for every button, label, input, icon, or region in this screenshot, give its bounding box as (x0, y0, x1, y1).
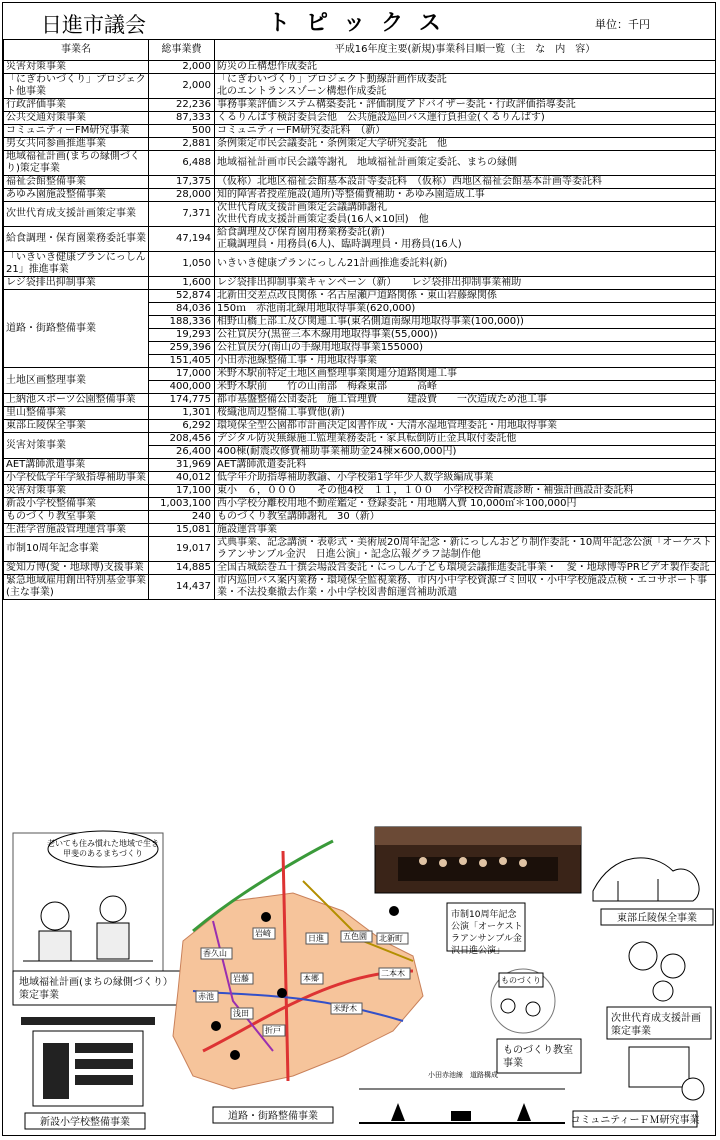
column-header-name: 事業名 (4, 40, 149, 61)
hill-caption-box (601, 909, 713, 925)
orchestra-caption-box (447, 903, 525, 956)
project-name: AET講師派遣事業 (4, 459, 149, 472)
project-content: 公社買戻分(黒笹三本木線用地取得事業(55,000)) (215, 329, 716, 342)
map-label: 二本木 (381, 969, 405, 978)
project-amount: 22,236 (149, 99, 215, 112)
project-amount: 500 (149, 125, 215, 138)
project-name: コミュニティーFM研究事業 (4, 125, 149, 138)
fm-illustration (629, 1047, 704, 1100)
table-row (4, 99, 716, 112)
project-content: 400棟(耐震改修費補助事業補助金24棟×600,000円) (215, 446, 716, 459)
table-row (4, 368, 716, 381)
project-name: 小学校低学年学級指導補助事業 (4, 472, 149, 485)
map-label: 日進 (308, 934, 324, 943)
project-content: 市内巡回バス案内業務・環境保全監視業務、市内小中学校資源ゴミ回収・小中学校施設点検・エコサポート事業・不法投棄撤去作業・小中学校図書館運営補助派遣 (215, 575, 716, 600)
project-amount: 7,371 (149, 202, 215, 227)
project-amount: 14,885 (149, 562, 215, 575)
project-name: 道路・街路整備事業 (4, 290, 149, 368)
project-amount: 151,405 (149, 355, 215, 368)
welfare-caption-box (13, 971, 189, 1005)
project-amount: 19,017 (149, 537, 215, 562)
table-row (4, 537, 716, 562)
table-row (4, 138, 716, 151)
project-content: 地域福祉計画市民会議等謝礼 地域福祉計画策定委託、まちの縁側 (215, 151, 716, 176)
project-content: 150ｍ 赤池南北線用地取得事業(620,000) (215, 303, 716, 316)
project-content: いきいき健康プランにっしん21計画推進委託料(新) (215, 252, 716, 277)
table-row (4, 189, 716, 202)
project-content: 事務事業評価システム構築委託・評価制度アドバイザー委託・行政評価指導委託 (215, 99, 716, 112)
orchestra-photo (375, 827, 581, 893)
project-name: 次世代育成支援計画策定事業 (4, 202, 149, 227)
welfare-illustration (13, 831, 163, 981)
map-label: 北新町 (379, 934, 403, 943)
table-row (4, 125, 716, 138)
project-content: 知的障害者授産施設(通所)等整備費補助・あゆみ園造成工事 (215, 189, 716, 202)
unit-label: 単位：千円 (595, 18, 650, 31)
project-amount: 52,874 (149, 290, 215, 303)
project-name: 「いきいき健康プランにっしん21」推進事業 (4, 252, 149, 277)
project-amount: 17,000 (149, 368, 215, 381)
council-name: 日進市議会 (41, 13, 146, 37)
school-caption-box (25, 1113, 145, 1129)
project-amount: 47,194 (149, 227, 215, 252)
map-label: 米野木 (333, 1004, 357, 1013)
project-name: 生涯学習施設管理運営事業 (4, 524, 149, 537)
table-row (4, 575, 716, 600)
project-amount: 87,333 (149, 112, 215, 125)
project-name: あゆみ園施設整備事業 (4, 189, 149, 202)
project-content: 次世代育成支援計画策定会議講師謝礼 次世代育成支援計画策定委員(16人×10回) 他 (215, 202, 716, 227)
project-amount: 31,969 (149, 459, 215, 472)
project-content: 防災の丘構想作成委託 (215, 61, 716, 74)
project-content: AET講師派遣委託料 (215, 459, 716, 472)
map-label: 浅田 (233, 1009, 249, 1018)
project-content: 小田赤池線整備工事・用地取得事業 (215, 355, 716, 368)
table-row (4, 511, 716, 524)
table-row (4, 112, 716, 125)
project-name: 土地区画整理事業 (4, 368, 149, 394)
project-content: 相野山橋上部工及び関連工事(東名側道南線用地取得事業(100,000)) (215, 316, 716, 329)
budget-table (3, 39, 716, 600)
table-header-row (4, 40, 716, 61)
project-content: ものづくり教室講師謝礼 30（新） (215, 511, 716, 524)
project-content: 北新田交差点改良関係・名古屋瀬戸道路関係・東山岩藤線関係 (215, 290, 716, 303)
table-row (4, 394, 716, 407)
project-amount: 17,375 (149, 176, 215, 189)
project-name: 男女共同参画推進事業 (4, 138, 149, 151)
map-label: 五色園 (343, 932, 367, 941)
project-amount: 14,437 (149, 575, 215, 600)
orchestra-caption: 市制10周年記念公演「オーケストラアンサンブル金沢日進公演」 (451, 910, 523, 956)
table-row (4, 176, 716, 189)
page-title: トピックス (268, 11, 457, 36)
project-name: 福祉会館整備事業 (4, 176, 149, 189)
road-section-diagram (359, 1070, 565, 1123)
project-amount: 208,456 (149, 433, 215, 446)
project-content: 式典事業、記念講演・表彰式・美術展20周年記念・新にっしんおどり制作委託・10周年記念公演「オーケストラアンサンブル金沢 日進公演」・記念広報グラフ誌制作他 (215, 537, 716, 562)
project-amount: 6,488 (149, 151, 215, 176)
project-name: 愛知万博(愛・地球博)支援事業 (4, 562, 149, 575)
project-name: 災害対策事業 (4, 485, 149, 498)
project-name: 新設小学校整備事業 (4, 498, 149, 511)
project-amount: 26,400 (149, 446, 215, 459)
project-amount: 6,292 (149, 420, 215, 433)
road-section-title: 小田赤池線 道路構成 (428, 1071, 498, 1079)
project-name: 公共交通対策事業 (4, 112, 149, 125)
map-label: 赤池 (198, 992, 214, 1001)
nextgen-caption: 次世代育成支援計画策定事業 (611, 1013, 701, 1037)
project-content: 米野木駅前特定土地区画整理事業関連分道路関連工事 (215, 368, 716, 381)
table-row (4, 407, 716, 420)
project-content: くるりんばす検討委員会他 公共施設巡回バス運行負担金(くるりんばす) (215, 112, 716, 125)
project-content: 東小 ６，０００ その他4校 １１，１００ 小学校校舎耐震診断・補強計画設計委託料 (215, 485, 716, 498)
project-amount: 84,036 (149, 303, 215, 316)
table-row (4, 433, 716, 446)
project-amount: 2,000 (149, 61, 215, 74)
project-content: 施設運営事業 (215, 524, 716, 537)
project-content: 条例策定市民会議委託・条例策定大学研究委託 他 (215, 138, 716, 151)
project-content: 西小学校分離校用地不動産鑑定・登録委託・用地購入費 10,000㎡＊100,000円 (215, 498, 716, 511)
project-amount: 240 (149, 511, 215, 524)
table-row (4, 252, 716, 277)
project-name: 里山整備事業 (4, 407, 149, 420)
project-name: 災害対策事業 (4, 433, 149, 459)
project-name: 緊急地域雇用創出特別基金事業(主な事業) (4, 575, 149, 600)
table-body (4, 61, 716, 600)
page-header (3, 3, 715, 39)
map-label: 香久山 (203, 949, 227, 958)
project-amount: 188,336 (149, 316, 215, 329)
table-row (4, 277, 716, 290)
table-row (4, 151, 716, 176)
school-caption: 新設小学校整備事業 (40, 1117, 130, 1128)
road-caption-box (213, 1107, 333, 1123)
project-amount: 19,293 (149, 329, 215, 342)
project-content: レジ袋排出抑制事業キャンペーン（新） レジ袋排出抑制事業補助 (215, 277, 716, 290)
project-name: 上納池スポーツ公園整備事業 (4, 394, 149, 407)
project-content: （仮称）北地区福祉会館基本設計等委託料 （仮称）西地区福祉会館基本計画等委託料 (215, 176, 716, 189)
project-name: 行政評価事業 (4, 99, 149, 112)
column-header-content: 平成16年度主要(新規)事業科目順一覧（主 な 内 容） (215, 40, 716, 61)
monozukuri-sign: ものづくり (501, 976, 541, 985)
table-row (4, 562, 716, 575)
project-content: 給食調理及び保育園用務業務委託(新) 正職調理員・用務員(6人)、臨時調理員・用務員(16人) (215, 227, 716, 252)
project-amount: 1,050 (149, 252, 215, 277)
project-amount: 1,301 (149, 407, 215, 420)
project-name: ものづくり教室事業 (4, 511, 149, 524)
map-label: 岩藤 (233, 974, 249, 983)
project-name: 「にぎわいづくり」プロジェクト他事業 (4, 74, 149, 99)
project-name: レジ袋排出抑制事業 (4, 277, 149, 290)
table-row (4, 74, 716, 99)
hill-caption: 東部丘陵保全事業 (617, 913, 697, 924)
map-label: 折戸 (265, 1026, 281, 1035)
table-row (4, 472, 716, 485)
table-row (4, 459, 716, 472)
project-amount: 1,600 (149, 277, 215, 290)
project-content: 全国古城絵巻五十撰会場設営委託・にっしん子ども環境会議推進委託事業・ 愛・地球博等PRビデオ製作委託 (215, 562, 716, 575)
table-row (4, 61, 716, 74)
table-row (4, 420, 716, 433)
project-amount: 174,775 (149, 394, 215, 407)
monozukuri-caption-box (497, 1039, 581, 1073)
table-row (4, 498, 716, 511)
project-amount: 1,003,100 (149, 498, 215, 511)
topics-page (2, 2, 716, 1136)
project-name: 給食調理・保育園業務委託事業 (4, 227, 149, 252)
table-row (4, 524, 716, 537)
table-row (4, 202, 716, 227)
project-name: 災害対策事業 (4, 61, 149, 74)
welfare-bubble-text: 老いても住み慣れた地域で生き甲斐のあるまちづくり (47, 839, 159, 858)
school-illustration (21, 1017, 155, 1106)
map-label: 本郷 (303, 974, 319, 983)
illustration-area (3, 821, 715, 1135)
project-name: 東部丘陵保全事業 (4, 420, 149, 433)
project-content: デジタル防災無線施工監理業務委託・家具転倒防止金具取付委託他 (215, 433, 716, 446)
monozukuri-caption: ものづくり教室事業 (503, 1045, 573, 1069)
project-content: 米野木駅前 竹の山南部 梅森東部 高峰 (215, 381, 716, 394)
project-name: 市制10周年記念事業 (4, 537, 149, 562)
project-content: 「にぎわいづくり」プロジェクト動線計画作成委託 北のエントランスゾーン構想作成委託 (215, 74, 716, 99)
monozukuri-illustration (491, 969, 555, 1033)
column-header-amount: 総事業費 (149, 40, 215, 61)
project-amount: 40,012 (149, 472, 215, 485)
project-content: 低学年介助指導補助教諭、小学校第1学年少人数学級編成事業 (215, 472, 716, 485)
welfare-caption: 地域福祉計画(まちの縁側づくり）策定事業 (19, 977, 173, 1001)
project-amount: 15,081 (149, 524, 215, 537)
fm-caption-box (571, 1111, 700, 1127)
project-name: 地域福祉計画(まちの縁側づくり)策定事業 (4, 151, 149, 176)
table-row (4, 227, 716, 252)
fm-caption: コミュニティーＦＭ研究事業 (570, 1115, 700, 1126)
road-caption: 道路・街路整備事業 (228, 1111, 318, 1122)
project-amount: 2,881 (149, 138, 215, 151)
nextgen-illustration (629, 942, 685, 1001)
table-row (4, 290, 716, 303)
table-row (4, 485, 716, 498)
map-label: 岩崎 (255, 929, 271, 938)
project-content: 公社買戻分(南山の手線用地取得事業155000) (215, 342, 716, 355)
project-content: コミュニティーFM研究委託料 （新） (215, 125, 716, 138)
project-content: 桜織池周辺整備工事費他(新) (215, 407, 716, 420)
nextgen-caption-box (607, 1007, 711, 1039)
project-amount: 259,396 (149, 342, 215, 355)
project-content: 環境保全型公園都市計画決定図書作成・大清水湿地管理委託・用地取得事業 (215, 420, 716, 433)
hill-illustration (593, 858, 699, 901)
project-amount: 2,000 (149, 74, 215, 99)
project-content: 都市基盤整備公団委託 施工管理費 建設費 一次造成ため池工事 (215, 394, 716, 407)
project-amount: 17,100 (149, 485, 215, 498)
project-amount: 400,000 (149, 381, 215, 394)
project-amount: 28,000 (149, 189, 215, 202)
